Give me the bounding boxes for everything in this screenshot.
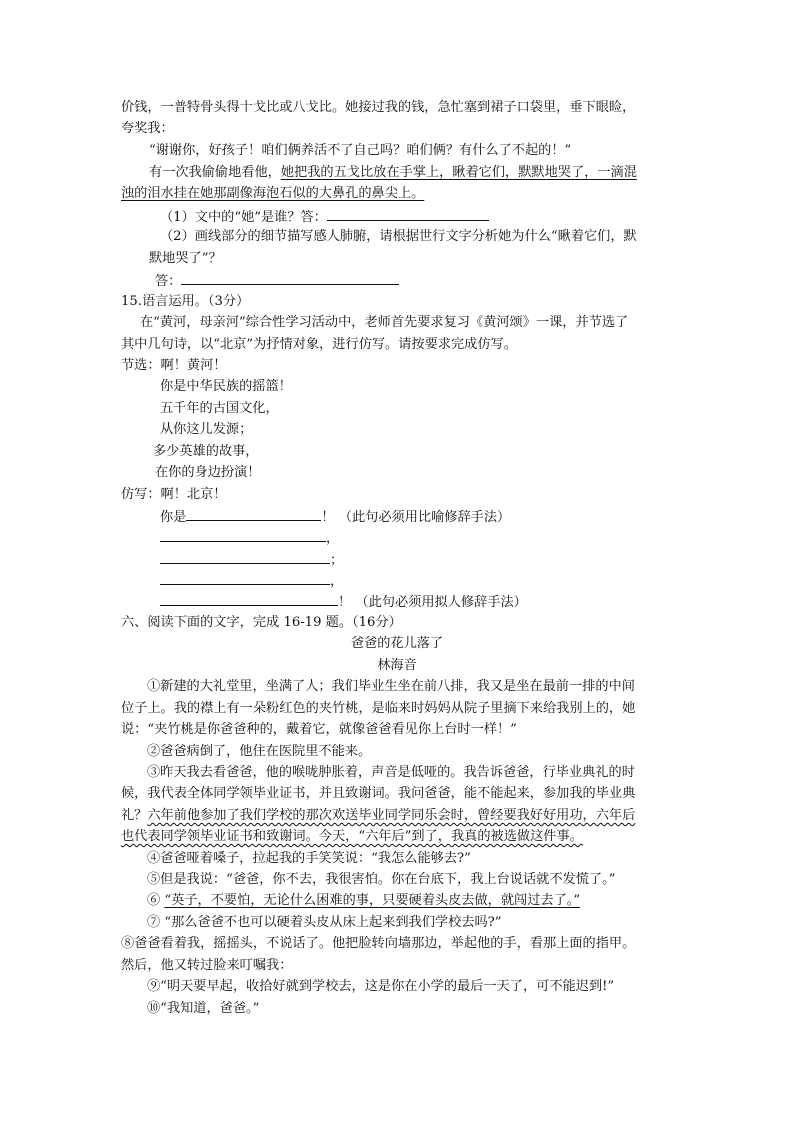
excerpt-label: 节选：啊！黄河！ (121, 358, 227, 373)
punct: ； (330, 553, 344, 568)
article-title: 爸爸的花儿落了 (350, 636, 444, 651)
paragraph-1: 位子上。我的襟上有一朵粉红色的夹竹桃，是临来时妈妈从院子里摘下来给我别上的，她 (121, 701, 636, 716)
imitate-label: 仿写：啊！北京！ (121, 487, 227, 502)
paragraph-3 (121, 828, 583, 845)
section-6-heading: 六、阅读下面的文字，完成 16-19 题。（16分） (121, 615, 402, 630)
paragraph-number: ⑦ (147, 915, 161, 930)
question-15-intro: 在“黄河，母亲河”综合性学习活动中，老师首先要求复习《黄河颂》一课，并节选了 (140, 315, 629, 330)
story-line (149, 164, 637, 181)
paragraph-4: ④爸爸哑着嗓子，拉起我的手笑笑说：“我怎么能够去?” (147, 851, 471, 866)
punct: ， (330, 574, 344, 589)
paragraph-9: ⑨“明天要早起，收拾好就到学校去，这是你在小学的最后一天了，可不能迟到!” (147, 979, 615, 994)
paragraph-6 (147, 892, 580, 909)
question-15-intro: 其中几句诗，以“北京”为抒情对象，进行仿写。请按要求完成仿写。 (121, 337, 517, 352)
story-line: “谢谢你，好孩子！咱们俩养活不了自己吗？咱们俩？有什么了不起的！” (149, 143, 572, 158)
paragraph-number: ⑥ (147, 893, 161, 908)
imitate-line-5 (160, 592, 527, 611)
answer-line (155, 271, 399, 290)
paragraph-3 (121, 807, 635, 824)
poem-line: 多少英雄的故事， (153, 444, 259, 459)
article-author: 林海音 (377, 658, 417, 673)
wavy-underlined-passage: 六年前他参加了我们学校的那次欢送毕业同学同乐会时，曾经要我好好用功，六年后 (147, 808, 636, 823)
imitate-blank[interactable] (160, 592, 338, 606)
rhetoric-note: （此句必须用比喻修辞手法） (338, 510, 511, 525)
poem-line: 在你的身边扮演！ (155, 465, 261, 480)
imitate-line-3 (160, 550, 343, 569)
rhetoric-note: （此句必须用拟人修辞手法） (355, 595, 527, 610)
paragraph-1: 说：“夹竹桃是你爸爸种的，戴着它，就像爸爸看见你上台时一样！” (121, 722, 517, 737)
paragraph-10: ⑩“我知道，爸爸。” (147, 1001, 260, 1016)
punct: ！ (338, 595, 352, 610)
paragraph-8: 然后，他又转过脸来叮嘱我： (121, 958, 293, 973)
underlined-passage: “英子，不要怕，无论什么困难的事，只要硬着头皮去做，就闯过去了。” (164, 893, 581, 908)
underlined-passage: 浊的泪水挂在她那副像海泡石似的大鼻孔的鼻尖上。 (121, 186, 425, 201)
paragraph-3: ③昨天我去看爸爸，他的喉咙肿胀着，声音是低哑的。我告诉爸爸，行毕业典礼的时 (147, 765, 635, 780)
paragraph-5: ⑤但是我说：“爸爸，你不去，我很害怕。你在台底下，我上台说话就不发慌了。” (147, 872, 616, 887)
poem-line: 五千年的古国文化， (160, 401, 279, 416)
question-text: （1）文中的“她”是谁？答： (160, 210, 327, 225)
paragraph-3: 候，我代表全体同学领毕业证书，并且致谢词。我问爸爸，能不能起来，参加我的毕业典 (121, 786, 636, 801)
paragraph-text: 礼？ (121, 808, 148, 823)
paragraph-2: ②爸爸病倒了，他住在医院里不能来。 (147, 744, 372, 759)
question-14-2-cont: 默地哭了”？ (149, 251, 222, 266)
imitate-blank[interactable] (160, 528, 326, 542)
answer-blank[interactable] (181, 271, 399, 285)
imitate-line-4 (160, 571, 343, 590)
punct: ！ (321, 510, 335, 525)
paragraph-8: ⑧爸爸看着我，摇摇头，不说话了。他把脸转向墙那边，举起他的手，看那上面的指甲。 (121, 936, 636, 951)
answer-blank[interactable] (327, 207, 489, 221)
imitate-prefix: 你是 (160, 510, 187, 525)
imitate-line-2 (160, 528, 339, 547)
paragraph-text: “那么爸爸不也可以硬着头皮从床上起来到我们学校去吗?” (164, 915, 502, 930)
answer-label: 答： (155, 274, 182, 289)
poem-line: 从你这儿发源； (160, 422, 253, 437)
wavy-underlined-passage: 也代表同学领毕业证书和致谢词。今天，“六年后”到了，我真的被选做这件事。 (121, 829, 583, 844)
story-text: 有一次我偷偷地看他， (149, 165, 281, 180)
paragraph-1: ①新建的大礼堂里，坐满了人；我们毕业生坐在前八排，我又是坐在最前一排的中间 (147, 679, 635, 694)
story-line (121, 185, 424, 202)
imitate-blank[interactable] (160, 550, 330, 564)
imitate-blank[interactable] (186, 507, 321, 521)
question-15-heading: 15.语言运用。（3分） (121, 294, 250, 309)
imitate-blank[interactable] (160, 571, 330, 585)
poem-line: 你是中华民族的摇篮！ (160, 379, 292, 394)
punct: ， (326, 531, 340, 546)
imitate-line-1 (160, 507, 510, 526)
question-14-2: （2）画线部分的细节描写感人肺腑，请根据世行文字分析她为什么“瞅着它们，默 (160, 229, 637, 244)
story-line: 价钱，一普特骨头得十戈比或八戈比。她接过我的钱，急忙塞到裙子口袋里，垂下眼睑， (121, 100, 636, 115)
paragraph-7 (147, 914, 501, 931)
underlined-passage: 她把我的五戈比放在手掌上，瞅着它们，默默地哭了，一滴混 (280, 165, 637, 180)
question-14-1 (160, 207, 489, 226)
story-line: 夸奖我： (121, 121, 174, 136)
